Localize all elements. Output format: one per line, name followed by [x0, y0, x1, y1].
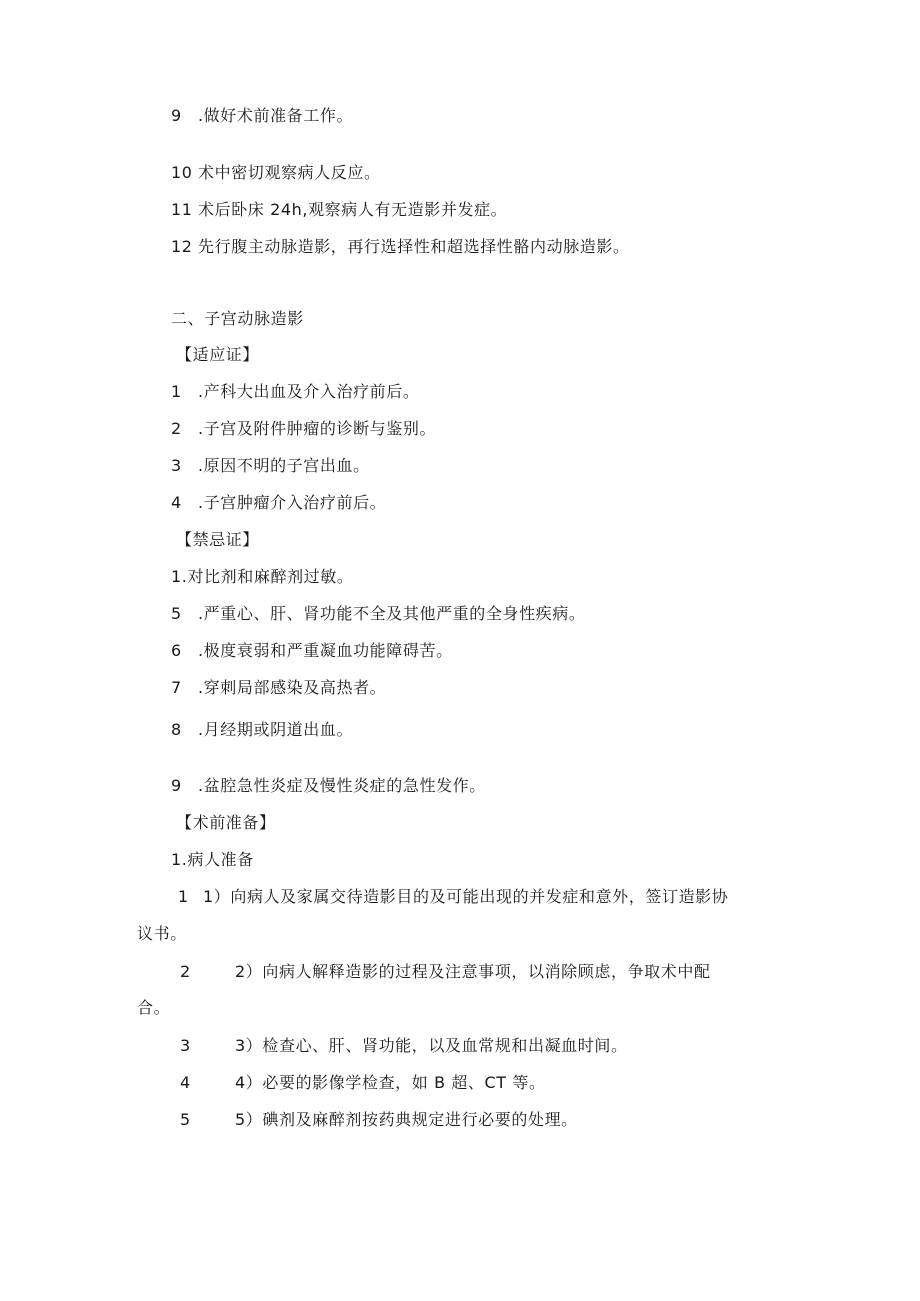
item-text: .原因不明的子宫出血。	[198, 456, 370, 475]
list-item	[171, 384, 420, 400]
item-number: 9	[171, 776, 182, 795]
item-number: 2	[180, 962, 191, 981]
item-text: 2）向病人解释造影的过程及注意事项，以消除顾虑，争取术中配	[235, 962, 711, 981]
preop-heading: 【术前准备】	[176, 813, 276, 832]
contraindications-heading: 【禁忌证】	[176, 530, 260, 549]
list-item	[178, 889, 728, 905]
list-item: 1.对比剂和麻醉剂过敏。	[171, 567, 354, 586]
item-number: 8	[171, 720, 182, 739]
list-item	[171, 165, 381, 181]
item-number: 1	[171, 382, 182, 401]
list-item	[171, 778, 486, 794]
list-item	[171, 108, 353, 124]
item-number: 10	[171, 163, 193, 182]
section-title: 二、子宫动脉造影	[171, 309, 304, 328]
item-number: 6	[171, 641, 182, 660]
item-text: 5）碘剂及麻醉剂按药典规定进行必要的处理。	[235, 1110, 578, 1129]
item-number: 3	[180, 1036, 191, 1055]
item-number: 3	[171, 456, 182, 475]
item-text: 3）检查心、肝、肾功能，以及血常规和出凝血时间。	[235, 1036, 628, 1055]
item-text: 术后卧床 24h,观察病人有无造影并发症。	[198, 200, 508, 219]
item-number: 2	[171, 419, 182, 438]
preop-subheading: 1.病人准备	[171, 850, 254, 869]
item-text: .子宫及附件肿瘤的诊断与鉴别。	[198, 419, 437, 438]
list-item	[171, 202, 507, 218]
list-item	[171, 239, 630, 255]
list-item	[180, 1112, 578, 1128]
item-text: 先行腹主动脉造影，再行选择性和超选择性骼内动脉造影。	[198, 237, 630, 256]
item-text: 1）向病人及家属交待造影目的及可能出现的并发症和意外，签订造影协	[203, 887, 729, 906]
item-number: 4	[180, 1073, 191, 1092]
item-text: .严重心、肝、肾功能不全及其他严重的全身性疾病。	[198, 604, 586, 623]
item-text: .月经期或阴道出血。	[198, 720, 354, 739]
item-number: 7	[171, 678, 182, 697]
item-number: 9	[171, 106, 182, 125]
item-number: 5	[180, 1110, 191, 1129]
indications-heading: 【适应证】	[176, 345, 260, 364]
item-text: .子宫肿瘤介入治疗前后。	[198, 493, 387, 512]
item-number: 1	[178, 887, 189, 906]
item-text: 4）必要的影像学检查，如 B 超、CT 等。	[235, 1073, 546, 1092]
list-item	[171, 643, 453, 659]
list-item	[180, 964, 711, 980]
item-text: .产科大出血及介入治疗前后。	[198, 382, 420, 401]
item-text: 术中密切观察病人反应。	[198, 163, 381, 182]
item-number: 5	[171, 604, 182, 623]
item-text: .穿刺局部感染及高热者。	[198, 678, 387, 697]
item-continuation: 议书。	[137, 924, 187, 943]
list-item	[171, 495, 386, 511]
list-item	[171, 680, 386, 696]
list-item	[171, 458, 370, 474]
item-number: 11	[171, 200, 193, 219]
item-text: .盆腔急性炎症及慢性炎症的急性发作。	[198, 776, 486, 795]
item-text: .做好术前准备工作。	[198, 106, 354, 125]
item-number: 12	[171, 237, 193, 256]
list-item	[180, 1038, 628, 1054]
list-item	[180, 1075, 546, 1091]
item-number: 4	[171, 493, 182, 512]
list-item	[171, 606, 586, 622]
item-continuation: 合。	[137, 998, 171, 1017]
item-text: .极度衰弱和严重凝血功能障碍苦。	[198, 641, 453, 660]
list-item	[171, 722, 353, 738]
list-item	[171, 421, 436, 437]
